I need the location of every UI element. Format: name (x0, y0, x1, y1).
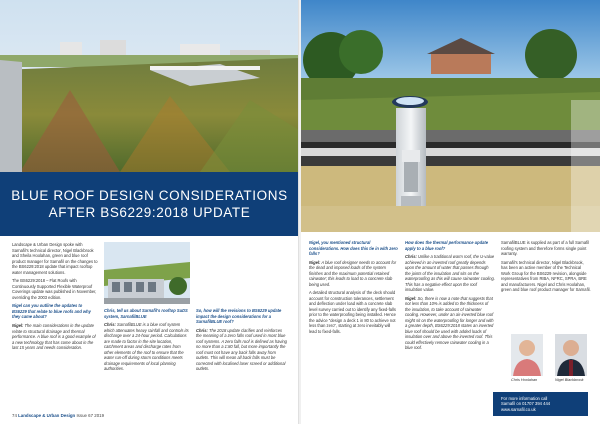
question: Nigel can you outline the updates to BS6229 that relate to blue roofs and why they came about? (12, 303, 91, 320)
left-page (0, 0, 299, 424)
title-line-1: BLUE ROOF DESIGN CONSIDERATIONS (11, 188, 288, 203)
paragraph: Sarnafil's technical director, Nigel Blackbrook, has been an active member of the Technical Work Group for the BS6229 revision, alongside representatives from RIBA, NFRC, SPRA, BRE and manufacturers. Nigel and Chris Hoolahan, green and blue roof product manager for Sarnafil. (501, 259, 591, 293)
title-line-2: AFTER BS6229:2018 UPDATE (48, 205, 251, 220)
green-roof-photo (0, 0, 299, 172)
issue-label: Issue 67 2019 (76, 413, 105, 418)
paragraph: A detailed structural analysis of the deck should account for construction tolerances, settlement and deflection under load with a concrete slab level survey carried out to identify any fixed-falls prior to the waterproofing being installed. Hence the advice "design a deck 1 in 80 to achieve not less than zero", starting at zero inevitably will lead to fixed-falls. (309, 290, 396, 334)
right-column-2 (405, 240, 495, 354)
answer-text: The 2018 update clarifies and reinforces the meaning of a zero falls roof used in most blue roof systems. A zero falls roof is defined as having no more than a 1:80 fall, but more importantly the roof must not have any back falls away from outlets. This will mean all back falls must be corrected with localised laser screed or additional outlets. (196, 327, 287, 372)
left-column-2 (104, 308, 190, 375)
contact-box (493, 392, 588, 416)
question: So, how will the revisions to BS6229 update impact the design considerations for a SarnafilBLUE roof? (196, 308, 282, 324)
answer-text: So, there is now a note that suggests that not less than 10% is added to the thickness of the insulation, to take account of rainwater cooling. However, under an air-inverted blue roof might sit on the waterproofing for longer and with a greater depth, BS6229:2018 states an inverted blue roof should be used with added loads of insulation over and above the inverted roof. This could effectively remove rainwater cooling in a blue roof. (405, 295, 494, 351)
answer-text: SarnafilBLUE is a blue roof system which attenuates heavy rainfall and controls its discharge over a 24-hour period. Calculations are made to factor in the site location, catchment areas and discharge rates from other elements of the roof to ensure that the water run-off during storm conditions meets drainage requirements of local planning authorities. (104, 322, 189, 372)
contact-website[interactable]: www.sarnafil.co.uk (501, 406, 536, 412)
left-column-1 (12, 242, 98, 354)
magazine-name: Landscape & Urban Design (18, 413, 76, 418)
paragraph: SarnafilBLUE is supplied as part of a full Sarnafil roofing system and therefore forms single point warranty. (501, 240, 590, 256)
question: Chris, tell us about Sarnafil's rooftop SuDS system, SarnafilBLUE (104, 308, 188, 319)
right-page (301, 0, 600, 424)
answer-label: Nigel: (309, 259, 321, 265)
contact-line-1: For more information call (501, 395, 548, 401)
page-number: 74 (12, 413, 17, 418)
question: Nigel, you mentioned structural considerations. How does this tie in with zero falls? (309, 240, 398, 256)
contact-line-2: Sarnafil on 01707 394 444 (501, 401, 551, 407)
article-title (0, 172, 299, 236)
portrait-nigel (555, 334, 587, 376)
right-column-1 (309, 240, 399, 338)
right-column-3 (501, 240, 591, 296)
answer-text: A blue roof designer needs to account for the dead and imposed loads of the system finishes and the maximum potential retained rainwater; this leads to load to a concrete slab being used. (309, 259, 397, 287)
answer-text: The main considerations in the update relate to structural drainage and thermal performance. A blue roof is a good example of a new technology that has come about in the last 15 years and needs consideration. (12, 323, 96, 351)
answer-label: Chris: (104, 322, 116, 328)
answer-label: Nigel: (405, 295, 417, 301)
answer-label: Nigel: (12, 323, 24, 329)
answer-text: Unlike a traditional warm roof, the U-value achieved in an inverted roof greatly depends upon the amount of water that passes through the joints of the insulation and sits on the waterproofing as this will cause rainwater cooling. This has a negative effect upon the roof insulation value. (405, 254, 495, 293)
left-column-3 (196, 308, 288, 375)
building-photo (104, 242, 190, 304)
question: How does the thermal performance update apply to a blue roof? (405, 240, 489, 251)
caption-nigel: Nigel Blackbrook (555, 378, 584, 382)
paragraph: Landscape & Urban Design spoke with Sarnafil's technical director, Nigel Blackbrook and Sheila Hoolahan, green and blue roof product manager for Sarnafil on the changes to the BS6229:2018 update that impact rooftop water management solutions. (12, 242, 98, 275)
caption-chris: Chris Hoolahan (511, 378, 538, 382)
answer-label: Chris: (196, 327, 208, 333)
paragraph: The BS6229:2018 – Flat Roofs with Continuously Supported Flexible Waterproof Coverings update was published in November, overriding the 2003 edition. (12, 278, 97, 300)
answer-label: Chris: (405, 254, 417, 260)
portrait-chris (511, 334, 543, 376)
blue-roof-photo (301, 0, 600, 232)
page-footer (12, 413, 104, 418)
